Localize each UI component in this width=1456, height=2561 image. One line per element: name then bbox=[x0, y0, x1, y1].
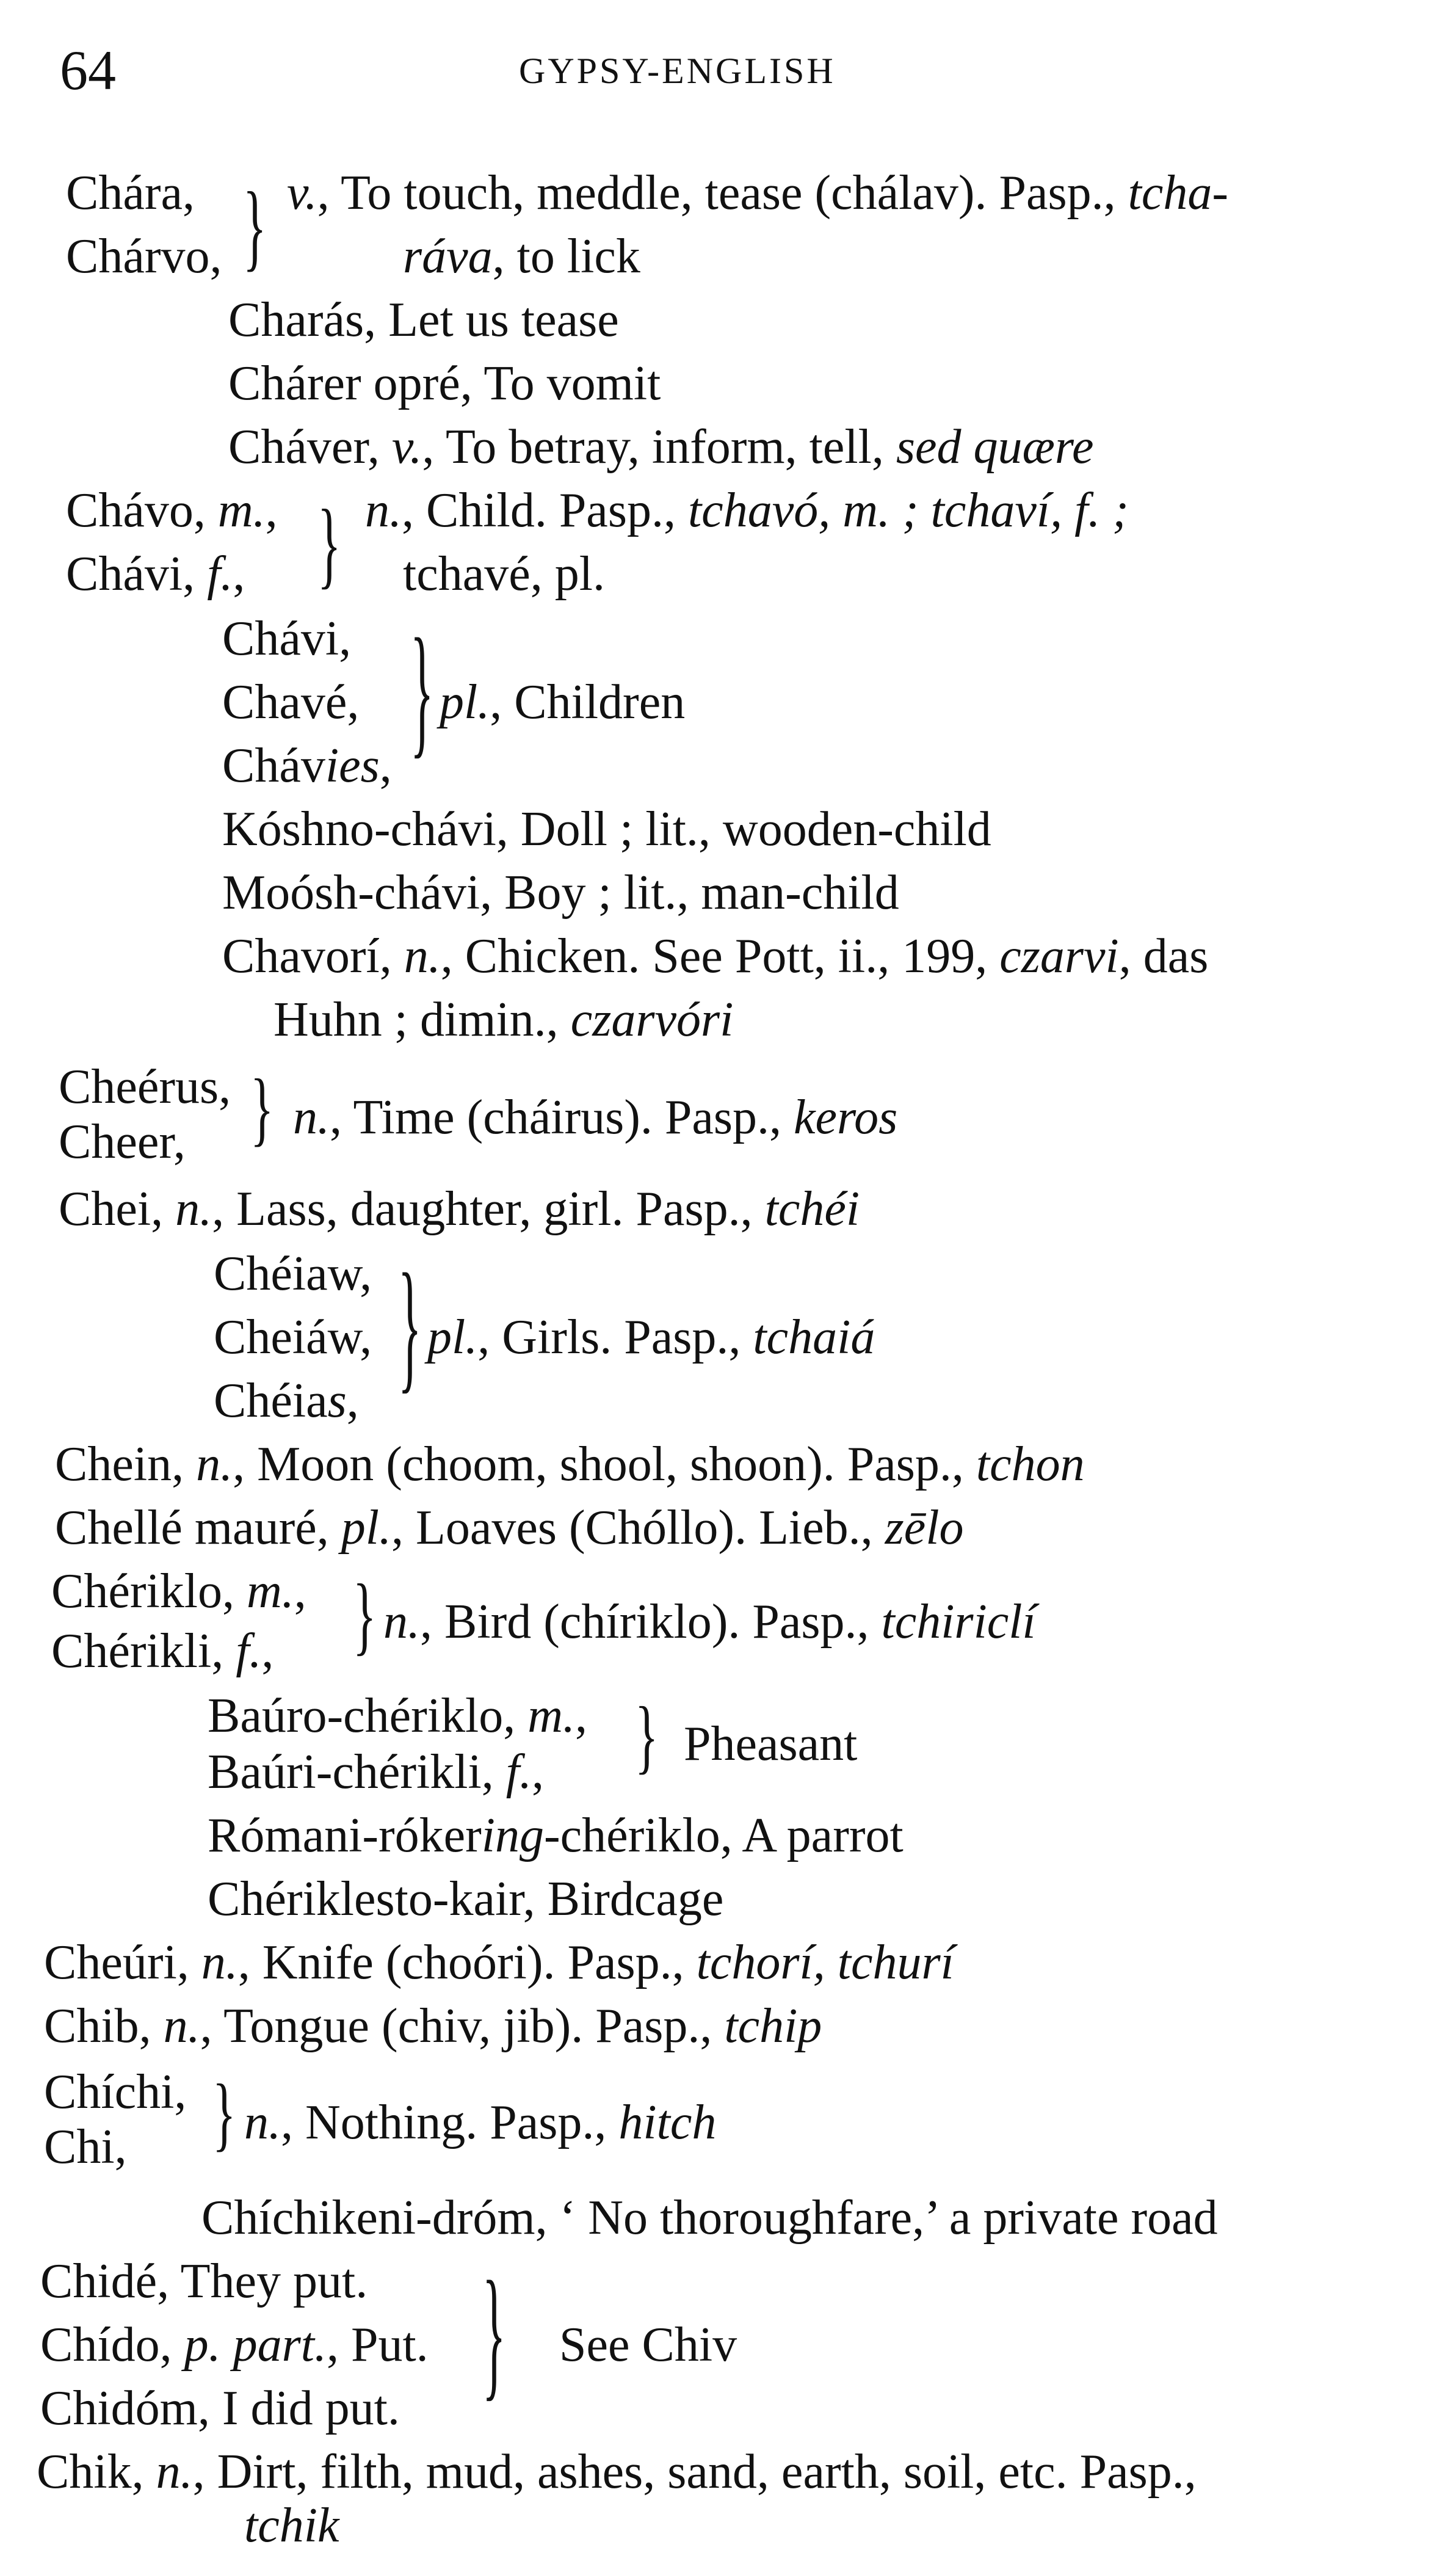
definition-line: ráva, to lick bbox=[403, 230, 640, 283]
entry-line: Chellé mauré, pl., Loaves (Chóllo). Lieb., zēlo bbox=[55, 1501, 964, 1555]
sub-entry: Chavé, bbox=[222, 675, 360, 729]
sub-entry: Baúri-chérikli, f., bbox=[208, 1745, 544, 1799]
definition-line: tchik bbox=[244, 2499, 339, 2552]
headword: Chidóm, I did put. bbox=[40, 2381, 400, 2435]
brace: } bbox=[317, 491, 341, 598]
definition-line: n., Bird (chíriklo). Pasp., tchiriclí bbox=[383, 1595, 1036, 1649]
sub-entry: Chíchikeni-dróm, ‘ No thoroughfare,’ a private road bbox=[201, 2191, 1218, 2245]
headword: Cheer, bbox=[59, 1115, 186, 1169]
headword: Chára, bbox=[66, 166, 195, 220]
cross-reference: See Chiv bbox=[559, 2318, 737, 2372]
sub-entry: Kóshno-chávi, Doll ; lit., wooden-child bbox=[222, 802, 991, 856]
headword: Chávi, f., bbox=[66, 547, 245, 601]
sub-entry: Rómani-rókering-chériklo, A parrot bbox=[208, 1809, 904, 1862]
entry-line: Chik, n., Dirt, filth, mud, ashes, sand, earth, soil, etc. Pasp., bbox=[37, 2445, 1197, 2499]
brace: } bbox=[482, 2253, 506, 2414]
definition-line: n., Nothing. Pasp., hitch bbox=[244, 2096, 717, 2149]
headword: Chído, p. part., Put. bbox=[40, 2318, 429, 2372]
sub-entry: Chavorí, n., Chicken. See Pott, ii., 199, czarvi, das bbox=[222, 929, 1209, 983]
sub-entry: Huhn ; dimin., czarvóri bbox=[273, 993, 734, 1047]
sub-entry: Charás, Let us tease bbox=[228, 293, 619, 347]
brace: } bbox=[410, 611, 434, 772]
brace: } bbox=[398, 1246, 422, 1407]
sub-entry: Cheiáw, bbox=[214, 1310, 372, 1364]
definition-line: pl., Children bbox=[440, 675, 686, 729]
sub-entry: Baúro-chériklo, m., bbox=[208, 1689, 588, 1743]
definition-line: n., Time (cháirus). Pasp., keros bbox=[293, 1091, 898, 1144]
sub-entry: Chéias, bbox=[214, 1374, 359, 1428]
brace: } bbox=[635, 1691, 659, 1782]
brace: } bbox=[243, 173, 267, 281]
definition-line: v., To touch, meddle, tease (chálav). Pasp., tcha- bbox=[287, 166, 1229, 220]
headword: Chíchi, bbox=[44, 2065, 187, 2119]
brace: } bbox=[212, 2068, 236, 2160]
definition-line: n., Child. Pasp., tchavó, m. ; tchaví, f. ; bbox=[365, 484, 1129, 537]
headword: Cheérus, bbox=[59, 1060, 231, 1114]
sub-entry: Chériklesto-kair, Birdcage bbox=[208, 1872, 724, 1926]
sub-entry: Chávies, bbox=[222, 739, 392, 793]
definition-line: tchavé, pl. bbox=[403, 547, 605, 601]
definition-line: pl., Girls. Pasp., tchaiá bbox=[427, 1310, 875, 1364]
sub-entry: Chárer opré, To vomit bbox=[228, 357, 661, 410]
headword: Chávo, m., bbox=[66, 484, 278, 537]
page-number: 64 bbox=[60, 39, 116, 101]
sub-entry: Cháver, v., To betray, inform, tell, sed quære bbox=[228, 420, 1094, 474]
headword: Chérikli, f., bbox=[51, 1624, 274, 1678]
sub-entry: Chéiaw, bbox=[214, 1247, 372, 1301]
running-head: GYPSY-ENGLISH bbox=[519, 51, 836, 91]
entry-line: Chein, n., Moon (choom, shool, shoon). Pasp., tchon bbox=[55, 1437, 1085, 1491]
entry-line: Cheúri, n., Knife (choóri). Pasp., tchorí, tchurí bbox=[44, 1936, 954, 1989]
headword: Chárvo, bbox=[66, 230, 222, 283]
headword: Chériklo, m., bbox=[51, 1564, 306, 1618]
brace: } bbox=[353, 1567, 377, 1665]
definition-line: Pheasant bbox=[684, 1717, 858, 1771]
entry-line: Chib, n., Tongue (chiv, jib). Pasp., tchip bbox=[44, 1999, 822, 2053]
entry-line: Chei, n., Lass, daughter, girl. Pasp., tchéi bbox=[59, 1182, 860, 1236]
sub-entry: Moósh-chávi, Boy ; lit., man-child bbox=[222, 866, 899, 920]
headword: Chi, bbox=[44, 2120, 127, 2174]
sub-entry: Chávi, bbox=[222, 612, 352, 666]
brace: } bbox=[250, 1063, 274, 1155]
headword: Chidé, They put. bbox=[40, 2254, 368, 2308]
